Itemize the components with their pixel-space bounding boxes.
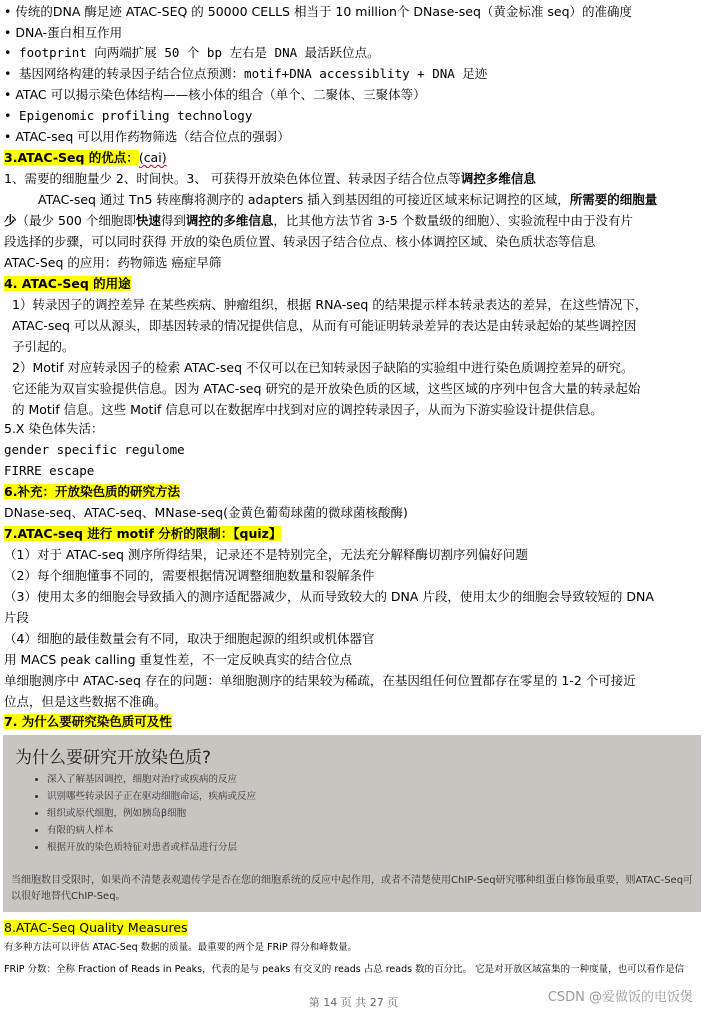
slide-bullet: • 深入了解基因调控，细胞对治疗或疾病的反应 [47, 771, 256, 788]
paragraph-line: DNase-seq、ATAC-seq、MNase-seq(金黄色葡萄球菌的微球菌核酸酶) [4, 505, 408, 520]
page-number: 第 14 页 共 27 页 [308, 996, 399, 1009]
heading-text: 7. 为什么要研究染色质可及性 [4, 714, 172, 729]
paragraph-line: 的 Motif 信息。这些 Motif 信息可以在数据库中找到对应的调控转录因子，从而为下游实验设计提供信息。 [12, 402, 603, 417]
paragraph-line: 位点，但是这些数据不准确。 [4, 694, 167, 709]
heading-text: 4. ATAC-Seq 的用途 [4, 276, 131, 291]
paragraph-line: 子引起的。 [12, 339, 75, 354]
paragraph-line: 段选择的步骤，可以同时获得 开放的染色质位置、转录因子结合位点、核小体调控区域、染色质状态等信息 [4, 234, 596, 249]
heading-text: 7.ATAC-seq 进行 motif 分析的限制：【quiz】 [4, 526, 282, 541]
paragraph-line: gender specific regulome [4, 442, 185, 457]
paragraph-text: ATAC-seq 通过 Tn5 转座酶将测序的 adapters 插入到基因组的可接近区域来标记调控的区域， [38, 192, 570, 207]
paragraph-line: （3）使用太多的细胞会导致插入的测序适配器减少，从而导致较大的 DNA 片段，使用太少的细胞会导致较短的 DNA [4, 589, 654, 604]
section-heading-7b [4, 712, 703, 732]
bullet-line: • 基因网络构建的转录因子结合位点预测：motif+DNA accessiblity + DNA 足迹 [4, 66, 488, 81]
slide-bullet: • 根据开放的染色质特征对患者或样品进行分层 [47, 839, 256, 856]
heading-suffix: (cai) [138, 150, 167, 165]
paragraph-text: （最少 500 个细胞即 [16, 213, 136, 228]
bullet-line: • ATAC 可以揭示染色体结构——核小体的组合（单个、二聚体、三聚体等） [4, 87, 426, 102]
paragraph-line: 它还能为双盲实验提供信息。因为 ATAC-seq 研究的是开放染色质的区域，这些区域的序列中包含大量的转录起始 [12, 381, 641, 396]
section-heading-3 [4, 148, 703, 168]
embedded-slide-image [3, 735, 701, 912]
bullet-line: • footprint 向两端扩展 50 个 bp 左右是 DNA 最活跃位点。 [4, 45, 380, 60]
bold-text: 所需要的细胞量 [569, 192, 658, 207]
heading-text: 3.ATAC-Seq 的优点： [4, 150, 139, 165]
paragraph-text: 1、需要的细胞量少 2、时间快。3、 可获得开放染色体位置、转录因子结合位点等 [4, 171, 461, 186]
section-heading-4 [4, 274, 703, 294]
slide-bullet: • 有限的病人样本 [47, 822, 256, 839]
paragraph-line [4, 169, 703, 189]
paragraph-line: ATAC-seq 可以从源头，即基因转录的情况提供信息，从而有可能证明转录差异的表达是由转录起始的某些调控因 [12, 318, 637, 333]
bullet-line: • 传统的DNA 酶足迹 ATAC-SEQ 的 50000 CELLS 相当于 10 million个 DNase-seq（黄金标准 seq）的准确度 [4, 4, 633, 19]
slide-bullet: • 组织或原代细胞，例如胰岛β细胞 [47, 805, 256, 822]
slide-bullet: • 识别哪些转录因子正在驱动细胞命运，疾病或反应 [47, 788, 256, 805]
bold-text: 快速 [135, 213, 161, 228]
paragraph-text: 得到 [160, 213, 186, 228]
paragraph-line: 5.X 染色体失活： [4, 421, 104, 436]
bullet-line: • DNA-蛋白相互作用 [4, 25, 123, 40]
paragraph-line: （4）细胞的最佳数量会有不同，取决于细胞起源的组织或机体器官 [4, 631, 375, 646]
paragraph-line: FRiP 分数：全称 Fraction of Reads in Peaks，代表的是与 peaks 有交叉的 reads 占总 reads 数的百分比。 它是对开放区域富集的一种度量，也可以看作是信 [4, 964, 685, 975]
paragraph-text: ，比其他方法节省 3-5 个数量级的细胞）、实验流程中由于没有片 [273, 213, 633, 228]
watermark: CSDN @爱做饭的电饭煲 [547, 990, 693, 1005]
paragraph-line: 有多种方法可以评估 ATAC-Seq 数据的质量。最重要的两个是 FRiP 得分和峰数量。 [4, 942, 358, 953]
section-heading-7 [4, 524, 703, 544]
section-heading-6 [4, 482, 703, 502]
paragraph-line: FIRRE escape [4, 463, 95, 478]
bold-text: 少 [4, 213, 17, 228]
bold-text: 调控多维信息 [460, 171, 536, 186]
paragraph-line: 1）转录因子的调控差异 在某些疾病、肿瘤组织，根据 RNA-seq 的结果提示样本转录表达的差异，在这些情况下， [12, 297, 648, 312]
bullet-line: • Epigenomic profiling technology [4, 108, 253, 123]
paragraph-line: ATAC-Seq 的应用：药物筛选 癌症早筛 [4, 255, 222, 270]
bold-text: 调控的多维信息 [185, 213, 274, 228]
slide-title: 为什么要研究开放染色质? [15, 748, 212, 768]
paragraph-line: （1）对于 ATAC-seq 测序所得结果，记录还不是特别完全，无法充分解释酶切割序列偏好问题 [4, 547, 528, 562]
heading-text: 8.ATAC-Seq Quality Measures [4, 920, 188, 935]
bullet-line: • ATAC-seq 可以用作药物筛选（结合位点的强弱） [4, 129, 290, 144]
heading-text: 6.补充：开放染色质的研究方法 [4, 484, 180, 499]
paragraph-line: （2）每个细胞懂事不同的，需要根据情况调整细胞数量和裂解条件 [4, 568, 375, 583]
section-heading-8 [4, 918, 703, 938]
paragraph-line: 片段 [4, 610, 30, 625]
paragraph-line [4, 190, 703, 210]
slide-bullet-list [31, 771, 256, 856]
paragraph-line: 用 MACS peak calling 重复性差，不一定反映真实的结合位点 [4, 652, 353, 667]
paragraph-line: 2）Motif 对应转录因子的检索 ATAC-seq 不仅可以在已知转录因子缺陷的实验组中进行染色质调控差异的研究。 [12, 360, 634, 375]
paragraph-line [4, 211, 703, 231]
slide-footer-text: 当细胞数目受限时，如果尚不清楚表观遗传学是否在您的细胞系统的反应中起作用，或者不清楚使用ChIP-Seq研究哪种组蛋白修饰最重要，则ATAC-Seq可以很好地替代ChIP-Seq。 [11, 875, 694, 902]
paragraph-line: 单细胞测序中 ATAC-seq 存在的问题：单细胞测序的结果较为稀疏，在基因组任何位置都存在零星的 1-2 个可接近 [4, 673, 636, 688]
